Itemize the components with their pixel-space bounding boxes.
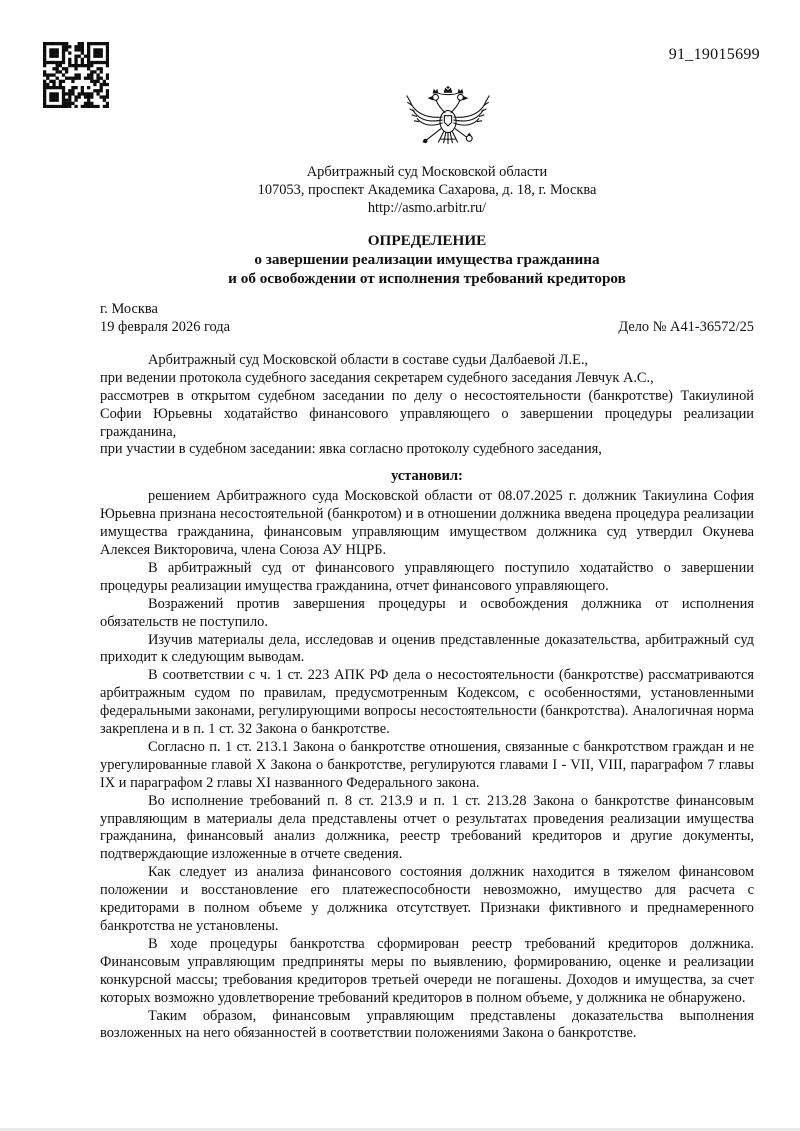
preamble	[100, 352, 754, 459]
preamble-line: Арбитражный суд Московской области в составе судьи Далбаевой Л.Е.,	[148, 351, 589, 368]
body-paragraph: решением Арбитражного суда Московской области от 08.07.2025 г. должник Такиулина София Юрьевна признана несостоятельной (банкротом) и в отношении должника введена процедура реализации имущества гражданина, финансовым управляющим имуществом должника суд утвердил Окунева Алексея Викторовича, члена Союза АУ НЦРБ.	[100, 488, 754, 558]
coat-of-arms-icon	[404, 86, 492, 160]
case-meta	[100, 301, 754, 337]
document-subtitle-2: и об освобождении от исполнения требований кредиторов	[228, 269, 626, 287]
document-title-block	[100, 231, 754, 288]
body-paragraph: Таким образом, финансовым управляющим представлены доказательства выполнения возложенных на него обязанностей в соответствии положениями Закона о банкротстве.	[100, 1007, 754, 1042]
preamble-line: при ведении протокола судебного заседания секретарем судебного заседания Левчук А.С.,	[100, 369, 654, 386]
date-label: 19 февраля 2026 года	[100, 319, 231, 336]
preamble-line: при участии в судебном заседании: явка согласно протоколу судебного заседания,	[100, 441, 602, 458]
body-paragraph: Изучив материалы дела, исследовав и оценив представленные доказательства, арбитражный суд приходит к следующим выводам.	[100, 631, 754, 666]
court-header	[100, 163, 754, 218]
qr-code-icon	[43, 42, 109, 108]
findings-section	[100, 488, 754, 1043]
case-number: Дело № А41-36572/25	[618, 319, 754, 336]
body-paragraph: В соответствии с ч. 1 ст. 223 АПК РФ дела о несостоятельности (банкротстве) рассматриваются арбитражным судом по правилам, предусмотренным Кодексом, с особенностями, установленными федеральными законами, регулирующими вопросы несостоятельности (банкротства). Аналогичная норма закреплена и в п. 1 ст. 32 Закона о банкротстве.	[100, 667, 754, 738]
body-paragraph: В арбитражный суд от финансового управляющего поступило ходатайство о завершении процедуры реализации имущества гражданина, отчет финансового управляющего.	[100, 559, 754, 594]
court-website: http://asmo.arbitr.ru/	[367, 200, 487, 217]
document-number: 91_19015699	[668, 46, 760, 63]
body-paragraph: В ходе процедуры банкротства сформирован реестр требований кредиторов должника. Финансовым управляющим предприняты меры по выявлению, формированию, оценке и реализации конкурсной массы; требования кредиторов третьей очереди не погашены. Доходов и имущества, за счет которых возможно удовлетворение требований кредиторов в полном объеме, у должника не обнаружено.	[100, 935, 754, 1006]
body-paragraph: Как следует из анализа финансового состояния должник находится в тяжелом финансовом положении и восстановление его платежеспособности невозможно, имущество для расчета с кредиторами в полном объеме у должника отсутствует. Признаки фиктивного и преднамеренного банкротства не установлены.	[100, 864, 754, 935]
court-name: Арбитражный суд Московской области	[306, 164, 548, 180]
court-address: 107053, проспект Академика Сахарова, д. 18, г. Москва	[257, 182, 597, 199]
city-label: г. Москва	[100, 300, 158, 317]
preamble-line: рассмотрев в открытом судебном заседании по делу о несостоятельности (банкротстве) Такиулиной Софии Юрьевны ходатайство финансового управляющего о завершении процедуры реализации гражданина,	[100, 387, 754, 440]
resolution-word: установил:	[391, 468, 463, 485]
body-paragraph: Согласно п. 1 ст. 213.1 Закона о банкротстве отношения, связанные с банкротством граждан и не урегулированные главой X Закона о банкротстве, регулируются главами I - VII, VIII, параграфом 7 главы IX и параграфом 2 главы XI названного Федерального закона.	[100, 738, 754, 791]
document-subtitle-1: о завершении реализации имущества гражданина	[254, 250, 600, 268]
body-paragraph: Во исполнение требований п. 8 ст. 213.9 и п. 1 ст. 213.28 Закона о банкротстве финансовым управляющим в материалы дела представлены отчет о результатах проведения реализации имущества гражданина, финансовый анализ должника, реестр требований кредиторов и другие документы, подтверждающие изложенные в отчете сведения.	[100, 792, 754, 863]
document-title: ОПРЕДЕЛЕНИЕ	[367, 231, 487, 249]
document-body	[100, 163, 754, 1043]
body-paragraph: Возражений против завершения процедуры и освобождения должника от исполнения обязательств не поступило.	[100, 595, 754, 630]
